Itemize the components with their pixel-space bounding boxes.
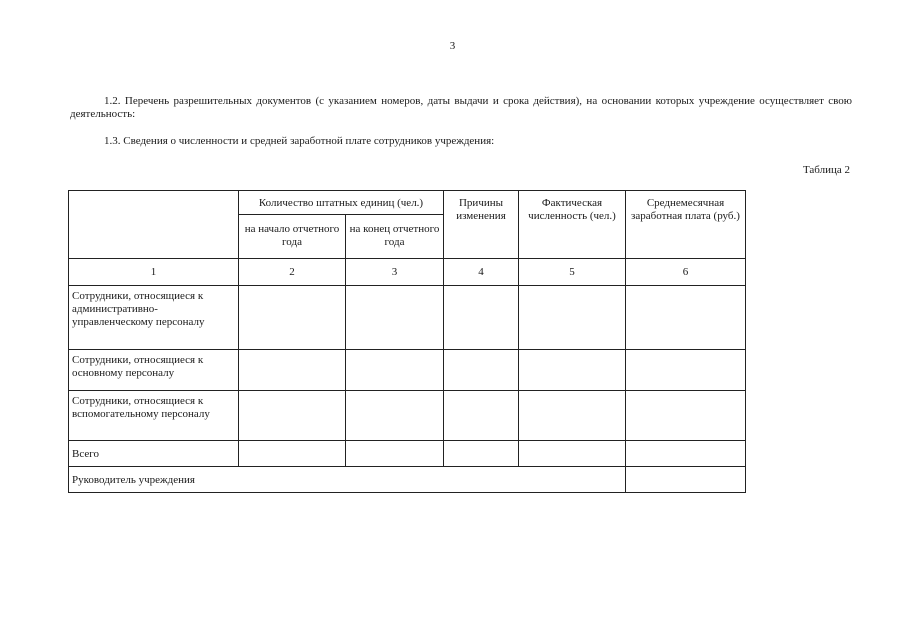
table-row-head bbox=[69, 467, 746, 493]
cell-empty bbox=[239, 391, 346, 441]
column-number-2: 2 bbox=[239, 259, 346, 286]
cell-empty bbox=[519, 350, 626, 391]
column-number-5: 5 bbox=[519, 259, 626, 286]
cell-empty bbox=[239, 286, 346, 350]
header-staff-units: Количество штатных единиц (чел.) bbox=[239, 191, 444, 215]
cell-empty bbox=[626, 441, 746, 467]
staff-table bbox=[68, 190, 746, 493]
cell-empty bbox=[239, 350, 346, 391]
cell-empty bbox=[444, 350, 519, 391]
header-start-of-year: на начало отчетного года bbox=[239, 215, 346, 259]
column-number-6: 6 bbox=[626, 259, 746, 286]
paragraph-1-2: 1.2. Перечень разрешительных документов (с указанием номеров, даты выдачи и срока действия), на основании которых учреждение осуществляет свою деятельность: bbox=[70, 95, 852, 120]
page-number: 3 bbox=[449, 40, 456, 52]
cell-empty bbox=[519, 286, 626, 350]
column-number-1: 1 bbox=[69, 259, 239, 286]
cell-empty bbox=[346, 350, 444, 391]
header-end-of-year: на конец отчетного года bbox=[346, 215, 444, 259]
cell-empty bbox=[239, 441, 346, 467]
cell-empty bbox=[519, 441, 626, 467]
table-number-row bbox=[69, 259, 746, 286]
paragraph-1-3: 1.3. Сведения о численности и средней заработной плате сотрудников учреждения: bbox=[104, 135, 495, 147]
cell-empty bbox=[519, 391, 626, 441]
cell-empty bbox=[444, 286, 519, 350]
row-label-total: Всего bbox=[69, 441, 239, 467]
table-row-aux bbox=[69, 391, 746, 441]
column-number-4: 4 bbox=[444, 259, 519, 286]
header-average-salary: Среднемесячная заработная плата (руб.) bbox=[626, 191, 746, 259]
table-row-main bbox=[69, 350, 746, 391]
table-caption: Таблица 2 bbox=[802, 164, 850, 176]
cell-empty bbox=[346, 441, 444, 467]
cell-empty bbox=[626, 467, 746, 493]
cell-empty bbox=[444, 391, 519, 441]
header-empty-cell bbox=[69, 191, 239, 259]
table-header-row-1 bbox=[69, 191, 746, 215]
table-row-admin bbox=[69, 286, 746, 350]
row-label-aux: Сотрудники, относящиеся к вспомогательному персоналу bbox=[69, 391, 239, 441]
column-number-3: 3 bbox=[346, 259, 444, 286]
cell-empty bbox=[626, 350, 746, 391]
row-label-main: Сотрудники, относящиеся к основному персоналу bbox=[69, 350, 239, 391]
cell-empty bbox=[346, 286, 444, 350]
cell-empty bbox=[626, 286, 746, 350]
cell-empty bbox=[626, 391, 746, 441]
row-label-head: Руководитель учреждения bbox=[69, 467, 626, 493]
header-reasons: Причины изменения bbox=[444, 191, 519, 259]
header-actual-count: Фактическая численность (чел.) bbox=[519, 191, 626, 259]
table-row-total bbox=[69, 441, 746, 467]
row-label-admin: Сотрудники, относящиеся к административно-управленческому персоналу bbox=[69, 286, 239, 350]
cell-empty bbox=[346, 391, 444, 441]
cell-empty bbox=[444, 441, 519, 467]
